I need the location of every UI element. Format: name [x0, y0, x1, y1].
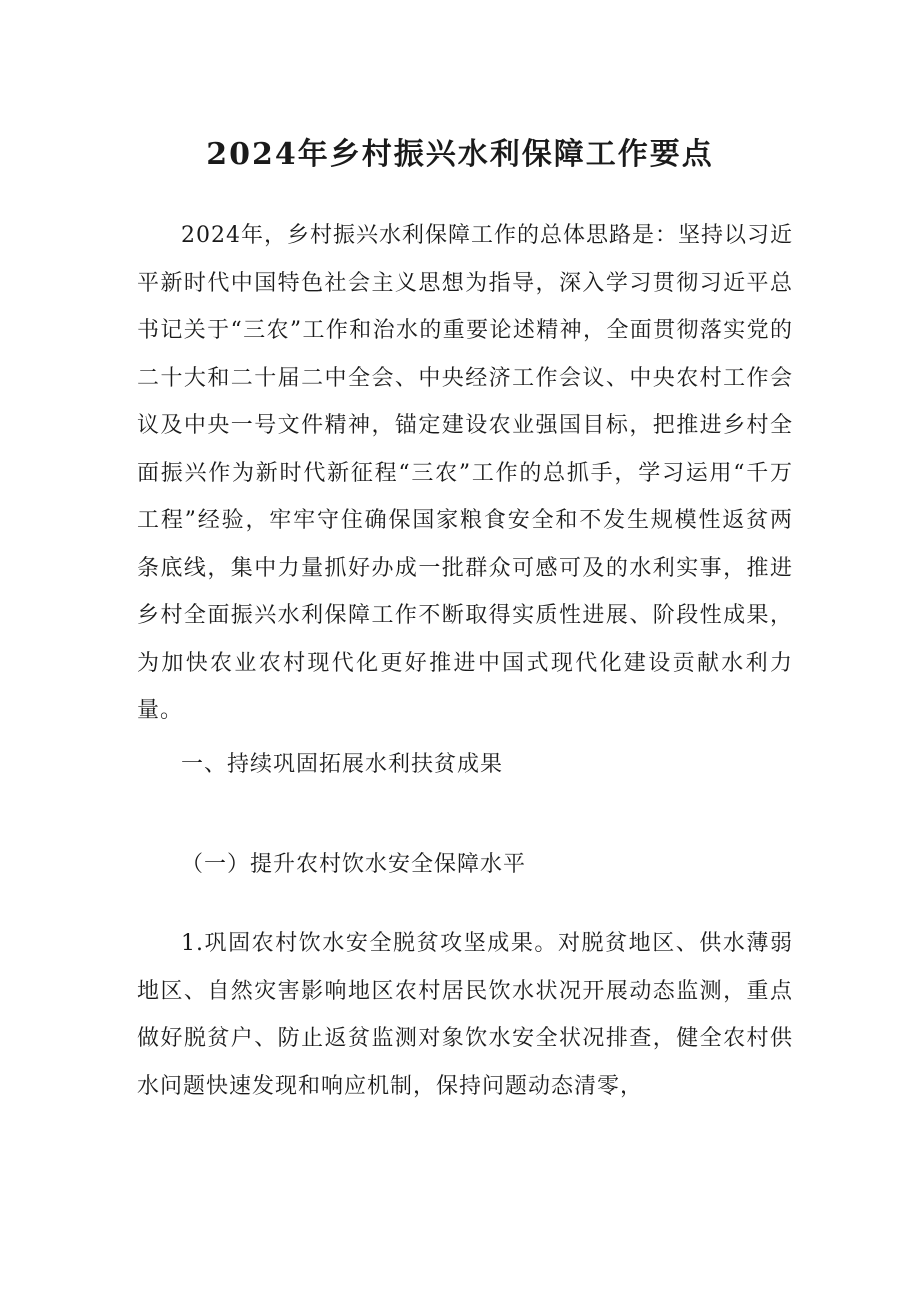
intro-paragraph: 2024年，乡村振兴水利保障工作的总体思路是：坚持以习近平新时代中国特色社会主义思想为指导，深入学习贯彻习近平总书记关于“三农”工作和治水的重要论述精神，全面贯彻落实党的二十大和二十届二中全会、中央经济工作会议、中央农村工作会议及中央一号文件精神，锚定建设农业强国目标，把推进乡村全面振兴作为新时代新征程“三农”工作的总抓手，学习运用“千万工程”经验，牢牢守住确保国家粮食安全和不发生规模性返贫两条底线，集中力量抓好办成一批群众可感可及的水利实事，推进乡村全面振兴水利保障工作不断取得实质性进展、阶段性成果，为加快农业农村现代化更好推进中国式现代化建设贡献水利力量。	[137, 223, 793, 723]
section-heading: 一、持续巩固拓展水利扶贫成果	[181, 752, 504, 777]
subsection-heading: （一）提升农村饮水安全保障水平	[181, 852, 527, 877]
document-title: 2024年乡村振兴水利保障工作要点	[206, 137, 714, 172]
item-paragraph: 1.巩固农村饮水安全脱贫攻坚成果。对脱贫地区、供水薄弱地区、自然灾害影响地区农村居民饮水状况开展动态监测，重点做好脱贫户、防止返贫监测对象饮水安全状况排查，健全农村供水问题快速发现和响应机制，保持问题动态清零，	[137, 931, 793, 1099]
